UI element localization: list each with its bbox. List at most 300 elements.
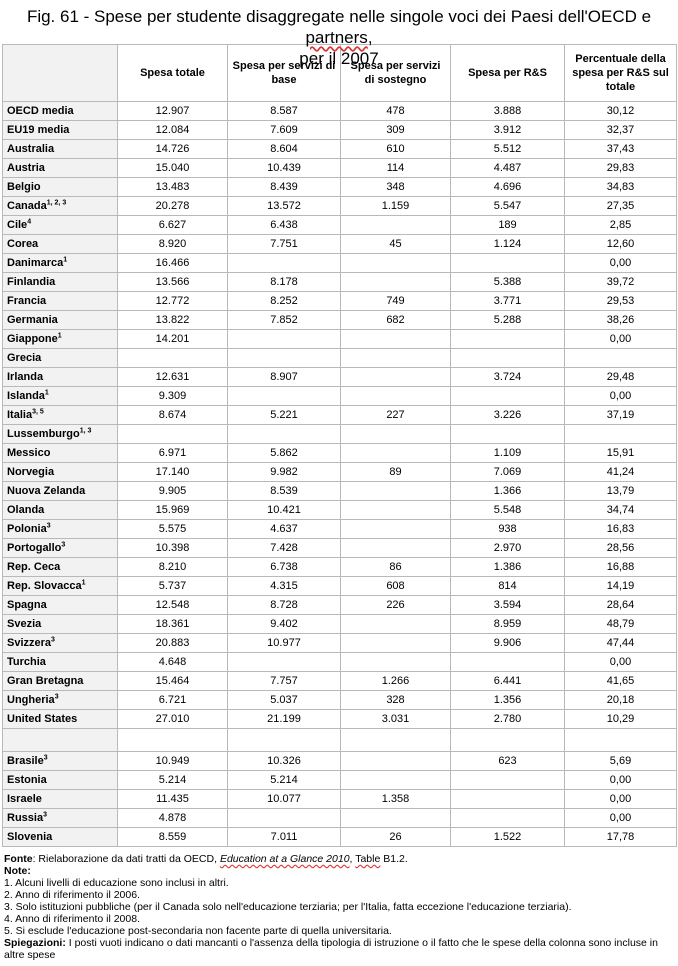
value-cell: 328 (341, 691, 451, 710)
value-cell: 9.906 (451, 634, 565, 653)
country-name-cell (3, 771, 118, 790)
value-cell: 29,48 (565, 368, 677, 387)
value-cell (228, 254, 341, 273)
value-cell: 20,18 (565, 691, 677, 710)
country-name-cell (3, 311, 118, 330)
value-cell: 7.069 (451, 463, 565, 482)
title-line-1 (0, 6, 678, 48)
value-cell (451, 809, 565, 828)
country-name: Brasile (7, 755, 44, 767)
country-name-cell (3, 425, 118, 444)
value-cell: 28,56 (565, 539, 677, 558)
value-cell: 20.883 (118, 634, 228, 653)
value-cell: 3.771 (451, 292, 565, 311)
value-cell (341, 634, 451, 653)
table-row (3, 809, 677, 828)
spacer-cell (118, 729, 228, 752)
source-separator: , (349, 853, 356, 865)
value-cell (451, 349, 565, 368)
table-row (3, 273, 677, 292)
value-cell: 1.358 (341, 790, 451, 809)
value-cell (228, 425, 341, 444)
value-cell: 3.724 (451, 368, 565, 387)
note-item: 1. Alcuni livelli di educazione sono inclusi in altri. (4, 877, 229, 889)
value-cell: 7.757 (228, 672, 341, 691)
country-name-cell (3, 596, 118, 615)
value-cell: 7.011 (228, 828, 341, 847)
value-cell (341, 752, 451, 771)
header-blank-cell (3, 45, 118, 102)
value-cell: 39,72 (565, 273, 677, 292)
value-cell: 30,12 (565, 102, 677, 121)
country-name-cell (3, 615, 118, 634)
title-partners-word: partners (305, 28, 368, 47)
value-cell: 37,43 (565, 140, 677, 159)
country-name: Slovenia (7, 831, 53, 843)
value-cell: 3.594 (451, 596, 565, 615)
value-cell: 6.438 (228, 216, 341, 235)
value-cell: 8.907 (228, 368, 341, 387)
value-cell: 18.361 (118, 615, 228, 634)
country-footnote: 3 (43, 811, 47, 819)
table-row (3, 672, 677, 691)
value-cell: 9.905 (118, 482, 228, 501)
value-cell: 5.547 (451, 197, 565, 216)
country-name-cell (3, 406, 118, 425)
value-cell: 28,64 (565, 596, 677, 615)
table-row (3, 790, 677, 809)
value-cell: 8.539 (228, 482, 341, 501)
value-cell: 1.266 (341, 672, 451, 691)
value-cell: 8.252 (228, 292, 341, 311)
country-name: Olanda (7, 504, 45, 516)
value-cell (228, 809, 341, 828)
value-cell: 17,78 (565, 828, 677, 847)
country-name: Lussemburgo (7, 428, 80, 440)
value-cell: 2,85 (565, 216, 677, 235)
country-name-cell (3, 330, 118, 349)
value-cell: 9.402 (228, 615, 341, 634)
value-cell: 5.862 (228, 444, 341, 463)
value-cell: 1.522 (451, 828, 565, 847)
table-row (3, 482, 677, 501)
value-cell: 16.466 (118, 254, 228, 273)
country-name-cell (3, 387, 118, 406)
value-cell: 10.326 (228, 752, 341, 771)
value-cell: 10,29 (565, 710, 677, 729)
country-name-cell (3, 216, 118, 235)
value-cell (451, 771, 565, 790)
value-cell: 41,65 (565, 672, 677, 691)
value-cell: 12.631 (118, 368, 228, 387)
value-cell: 14.726 (118, 140, 228, 159)
country-name-cell (3, 463, 118, 482)
value-cell: 38,26 (565, 311, 677, 330)
country-footnote: 1, 2, 3 (46, 199, 67, 207)
value-cell: 5.214 (228, 771, 341, 790)
value-cell: 5.512 (451, 140, 565, 159)
country-name: Austria (7, 162, 45, 174)
value-cell: 7.852 (228, 311, 341, 330)
value-cell (341, 520, 451, 539)
country-name-cell (3, 197, 118, 216)
value-cell (341, 771, 451, 790)
value-cell: 8.210 (118, 558, 228, 577)
value-cell: 814 (451, 577, 565, 596)
value-cell (341, 254, 451, 273)
country-name: Danimarca (7, 257, 64, 269)
spacer-cell (3, 729, 118, 752)
value-cell: 8.674 (118, 406, 228, 425)
value-cell: 0,00 (565, 809, 677, 828)
country-name: Francia (7, 295, 47, 307)
country-name-cell (3, 254, 118, 273)
table-row (3, 254, 677, 273)
country-name: Irlanda (7, 371, 44, 383)
value-cell: 8.439 (228, 178, 341, 197)
value-cell (341, 368, 451, 387)
explanation-label: Spiegazioni: (4, 937, 66, 949)
country-name: Rep. Slovacca (7, 580, 82, 592)
value-cell: 749 (341, 292, 451, 311)
value-cell: 20.278 (118, 197, 228, 216)
explanation-line (4, 937, 678, 961)
title-text: Fig. 61 - Spese per studente disaggregate nelle singole voci dei Paesi dell'OECD e (26, 7, 652, 26)
value-cell: 8.604 (228, 140, 341, 159)
value-cell: 682 (341, 311, 451, 330)
country-name-cell (3, 121, 118, 140)
country-name: Estonia (7, 774, 47, 786)
table-row (3, 596, 677, 615)
value-cell: 6.971 (118, 444, 228, 463)
value-cell (228, 387, 341, 406)
country-name: Italia (7, 409, 33, 421)
value-cell: 0,00 (565, 330, 677, 349)
country-name-cell (3, 349, 118, 368)
source-publication: Education at a Glance 2010 (219, 853, 350, 865)
country-name-cell (3, 368, 118, 387)
header-spesa-rs: Spesa per R&S (451, 45, 565, 102)
value-cell (341, 501, 451, 520)
country-name-cell (3, 520, 118, 539)
value-cell: 86 (341, 558, 451, 577)
value-cell: 189 (451, 216, 565, 235)
country-name-cell (3, 653, 118, 672)
table-row (3, 330, 677, 349)
country-name: Russia (7, 812, 44, 824)
value-cell: 4.487 (451, 159, 565, 178)
value-cell: 938 (451, 520, 565, 539)
value-cell: 34,74 (565, 501, 677, 520)
country-footnote: 4 (27, 218, 32, 226)
spacer-cell (451, 729, 565, 752)
country-name: Australia (7, 143, 55, 155)
country-name: United States (7, 713, 78, 725)
value-cell: 5.737 (118, 577, 228, 596)
country-name: Spagna (7, 599, 47, 611)
value-cell: 4.648 (118, 653, 228, 672)
country-name: Giappone (7, 333, 58, 345)
table-row (3, 406, 677, 425)
value-cell: 0,00 (565, 790, 677, 809)
value-cell (451, 425, 565, 444)
value-cell: 1.356 (451, 691, 565, 710)
value-cell: 45 (341, 235, 451, 254)
country-footnote: 3 (46, 522, 51, 530)
table-row (3, 292, 677, 311)
country-name: Israele (7, 793, 42, 805)
value-cell (451, 653, 565, 672)
table-row (3, 102, 677, 121)
value-cell: 4.315 (228, 577, 341, 596)
value-cell: 17.140 (118, 463, 228, 482)
table-row (3, 425, 677, 444)
country-name: Norvegia (7, 466, 55, 478)
table-row (3, 444, 677, 463)
table-row (3, 501, 677, 520)
value-cell (228, 349, 341, 368)
country-name: Turchia (7, 656, 46, 668)
value-cell: 8.178 (228, 273, 341, 292)
value-cell: 7.751 (228, 235, 341, 254)
header-spesa-totale: Spesa totale (118, 45, 228, 102)
table-row (3, 634, 677, 653)
country-name: Ungheria (7, 694, 55, 706)
value-cell: 48,79 (565, 615, 677, 634)
value-cell (451, 790, 565, 809)
value-cell (228, 653, 341, 672)
value-cell: 610 (341, 140, 451, 159)
value-cell (565, 425, 677, 444)
value-cell: 12.772 (118, 292, 228, 311)
table-row (3, 539, 677, 558)
value-cell: 1.124 (451, 235, 565, 254)
country-name-cell (3, 235, 118, 254)
value-cell: 226 (341, 596, 451, 615)
table-row (3, 178, 677, 197)
value-cell: 10.421 (228, 501, 341, 520)
value-cell (341, 387, 451, 406)
value-cell: 29,83 (565, 159, 677, 178)
value-cell: 14.201 (118, 330, 228, 349)
value-cell: 11.435 (118, 790, 228, 809)
table-row (3, 771, 677, 790)
country-name-cell (3, 710, 118, 729)
country-name-cell (3, 634, 118, 653)
country-name: Canada (7, 200, 47, 212)
value-cell: 8.959 (451, 615, 565, 634)
value-cell: 5.575 (118, 520, 228, 539)
country-name-cell (3, 539, 118, 558)
value-cell: 16,88 (565, 558, 677, 577)
country-name-cell (3, 558, 118, 577)
value-cell (341, 444, 451, 463)
value-cell: 9.309 (118, 387, 228, 406)
value-cell (341, 425, 451, 444)
header-servizi-sostegno: Spesa per servizi di sostegno (341, 45, 451, 102)
value-cell: 5.288 (451, 311, 565, 330)
value-cell (341, 482, 451, 501)
value-cell: 8.559 (118, 828, 228, 847)
value-cell: 1.159 (341, 197, 451, 216)
country-name: Portogallo (7, 542, 62, 554)
value-cell: 6.441 (451, 672, 565, 691)
source-text: : Rielaborazione da dati tratti da OECD, (32, 853, 220, 865)
table-row (3, 387, 677, 406)
value-cell: 13.566 (118, 273, 228, 292)
table-row (3, 653, 677, 672)
country-name: OECD media (7, 105, 74, 117)
value-cell: 37,19 (565, 406, 677, 425)
value-cell: 15.464 (118, 672, 228, 691)
value-cell: 6.627 (118, 216, 228, 235)
note-item: 4. Anno di riferimento il 2008. (4, 913, 140, 925)
value-cell: 2.970 (451, 539, 565, 558)
value-cell: 41,24 (565, 463, 677, 482)
country-footnote: 1 (44, 389, 49, 397)
value-cell: 7.428 (228, 539, 341, 558)
country-name: Nuova Zelanda (7, 485, 86, 497)
country-name: Finlandia (7, 276, 56, 288)
title-line-2: per il 2007 (299, 49, 379, 68)
country-footnote: 3 (54, 693, 59, 701)
country-name-cell (3, 790, 118, 809)
value-cell: 12.907 (118, 102, 228, 121)
country-name: Islanda (7, 390, 45, 402)
value-cell (341, 809, 451, 828)
value-cell: 8.728 (228, 596, 341, 615)
value-cell: 2.780 (451, 710, 565, 729)
table-row (3, 558, 677, 577)
value-cell (341, 653, 451, 672)
note-item: 2. Anno di riferimento il 2006. (4, 889, 140, 901)
value-cell (341, 615, 451, 634)
value-cell: 309 (341, 121, 451, 140)
country-name-cell (3, 809, 118, 828)
notes-label (4, 865, 678, 877)
value-cell: 10.949 (118, 752, 228, 771)
value-cell: 114 (341, 159, 451, 178)
table-row (3, 615, 677, 634)
country-name: Grecia (7, 352, 42, 364)
value-cell: 608 (341, 577, 451, 596)
title-comma: , (367, 28, 373, 47)
value-cell (341, 330, 451, 349)
value-cell: 27.010 (118, 710, 228, 729)
country-footnote: 1 (57, 332, 62, 340)
value-cell: 15,91 (565, 444, 677, 463)
value-cell: 4.637 (228, 520, 341, 539)
source-table-ref: B1.2. (380, 853, 408, 865)
value-cell: 227 (341, 406, 451, 425)
value-cell: 15.040 (118, 159, 228, 178)
country-name: Cile (7, 219, 28, 231)
value-cell: 0,00 (565, 653, 677, 672)
country-name: Svezia (7, 618, 42, 630)
value-cell: 15.969 (118, 501, 228, 520)
country-name: Corea (7, 238, 39, 250)
value-cell: 27,35 (565, 197, 677, 216)
table-row (3, 752, 677, 771)
value-cell (341, 273, 451, 292)
value-cell (341, 539, 451, 558)
spacer-row (3, 729, 677, 752)
spacer-cell (341, 729, 451, 752)
value-cell (228, 330, 341, 349)
table-row (3, 520, 677, 539)
figure-title (0, 0, 678, 68)
value-cell: 10.077 (228, 790, 341, 809)
value-cell (341, 349, 451, 368)
table-row (3, 463, 677, 482)
country-name-cell (3, 444, 118, 463)
value-cell: 3.226 (451, 406, 565, 425)
country-footnote: 3 (43, 754, 48, 762)
value-cell: 12.084 (118, 121, 228, 140)
value-cell: 3.031 (341, 710, 451, 729)
country-name: Svizzera (7, 637, 52, 649)
spending-table (2, 44, 677, 847)
value-cell: 5.388 (451, 273, 565, 292)
value-cell: 9.982 (228, 463, 341, 482)
value-cell: 348 (341, 178, 451, 197)
value-cell: 3.888 (451, 102, 565, 121)
value-cell: 6.738 (228, 558, 341, 577)
value-cell: 10.977 (228, 634, 341, 653)
value-cell: 14,19 (565, 577, 677, 596)
value-cell: 5.214 (118, 771, 228, 790)
notes-label-text: Note: (4, 865, 31, 877)
value-cell: 7.609 (228, 121, 341, 140)
country-name-cell (3, 672, 118, 691)
value-cell: 478 (341, 102, 451, 121)
country-footnote: 1 (63, 256, 68, 264)
value-cell: 1.109 (451, 444, 565, 463)
table-row (3, 691, 677, 710)
source-line (4, 853, 678, 865)
spacer-cell (565, 729, 677, 752)
value-cell (341, 216, 451, 235)
value-cell: 8.920 (118, 235, 228, 254)
source-label: Fonte (4, 853, 33, 865)
country-name: Belgio (7, 181, 41, 193)
country-name-cell (3, 178, 118, 197)
note-item: 5. Si esclude l'educazione post-secondaria non facente parte di quella universitaria. (4, 925, 392, 937)
table-row (3, 577, 677, 596)
country-footnote: 1 (81, 579, 86, 587)
note-item: 3. Solo istituzioni pubbliche (per il Canada solo nell'educazione terziaria; per l'Italia, fatta eccezione l'educazione terziaria). (4, 901, 572, 913)
value-cell: 29,53 (565, 292, 677, 311)
table-row (3, 140, 677, 159)
country-name: Gran Bretagna (7, 675, 84, 687)
value-cell: 0,00 (565, 771, 677, 790)
value-cell: 32,37 (565, 121, 677, 140)
country-name-cell (3, 752, 118, 771)
value-cell: 13.483 (118, 178, 228, 197)
notes-section (0, 847, 678, 961)
country-name: Rep. Ceca (7, 561, 61, 573)
value-cell: 6.721 (118, 691, 228, 710)
value-cell: 8.587 (228, 102, 341, 121)
value-cell: 12,60 (565, 235, 677, 254)
table-row (3, 828, 677, 847)
header-percentuale-rs: Percentuale della spesa per R&S sul totale (565, 45, 677, 102)
value-cell: 21.199 (228, 710, 341, 729)
value-cell: 5.221 (228, 406, 341, 425)
country-name: Polonia (7, 523, 47, 535)
value-cell: 10.439 (228, 159, 341, 178)
source-table-word: Table (355, 853, 381, 865)
